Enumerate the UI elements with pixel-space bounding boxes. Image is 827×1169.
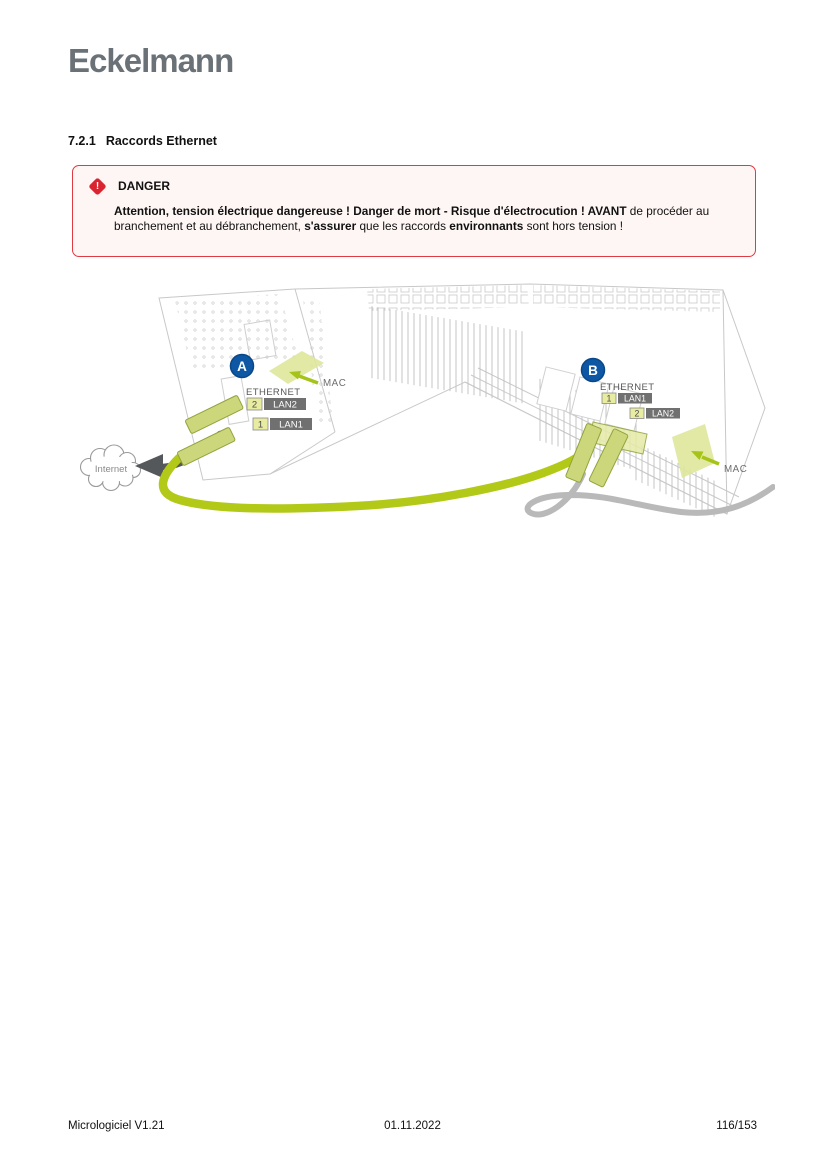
ethernet-connection-diagram [75,282,775,527]
lan-tag-a-1 [253,418,312,431]
svg-text:A: A [237,359,247,374]
footer-date: 01.11.2022 [384,1120,441,1132]
section-number: 7.2.1 [68,134,96,148]
terminal-combs-upper [371,306,527,404]
lan-tag-a-2 [247,398,306,411]
danger-text: Attention, tension électrique dangereuse ! Danger de mort - Risque d'électrocution ! AVANT de procéder au branchement et au débranchement, s'assurer que les raccords environnants sont hors tension ! [114,204,710,234]
mac-label-b: MAC [724,464,748,475]
diagram-svg [75,282,775,527]
svg-text:B: B [588,363,598,378]
company-logo: Eckelmann [68,42,234,79]
lan-tag-b-1 [602,393,652,404]
svg-text:LAN2: LAN2 [273,399,297,411]
footer-version: Micrologiciel V1.21 [68,1120,165,1132]
danger-diamond-icon: ! [88,177,106,195]
svg-text:2: 2 [634,408,640,419]
internet-cloud [81,445,141,491]
device-b-badge [582,359,605,382]
footer-page-number: 116/153 [716,1120,757,1132]
danger-header [91,179,170,193]
svg-text:LAN1: LAN1 [623,393,647,404]
section-title: Raccords Ethernet [105,134,217,148]
ethernet-label-a: ETHERNET [246,387,301,398]
danger-warning-box [72,165,756,257]
lan-tag-b-2 [630,408,680,419]
svg-text:LAN2: LAN2 [651,408,675,419]
svg-text:1: 1 [606,393,612,404]
internet-label: Internet [94,464,128,475]
terminal-row-left [367,285,529,311]
svg-text:1: 1 [257,419,264,431]
ethernet-label-b: ETHERNET [600,382,655,393]
ethernet-plugs-a [177,395,244,466]
danger-title: DANGER [118,179,171,193]
mac-label-a: MAC [323,378,347,389]
section-heading [68,134,217,148]
svg-text:2: 2 [251,399,258,411]
svg-text:LAN1: LAN1 [279,419,303,431]
ethernet-cable [163,443,592,508]
device-a-badge [231,355,254,378]
